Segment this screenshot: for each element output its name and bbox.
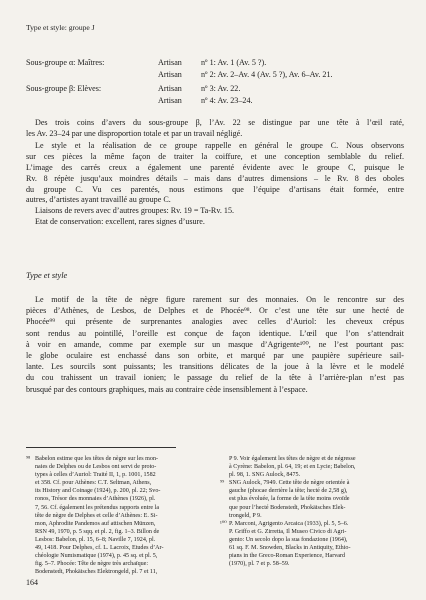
text-line: sont rendus au pointillé, l’oreille est conçue de façon identique. L’œil que l’on s’attendrait <box>26 328 404 338</box>
footnote-line: trongeld, P 9. <box>229 512 262 519</box>
artisan-desc: nº 1: Av. 1 (Av. 5 ?). <box>201 58 267 67</box>
footnote-number: ⁹⁸ <box>26 456 31 462</box>
text-line: à voir en amande, comme par exemple sur un masque d’Agrigente¹⁰⁰, ne l’est pourtant pas: <box>26 339 404 349</box>
footnote-line: est plus évoluée, la forme de la tête moins ovoïde <box>229 496 350 503</box>
footnote-99 <box>220 479 406 519</box>
footnote-100 <box>220 520 406 569</box>
footnote-line: Lesbos: Babelon, pl. 15, 6–8; Naville 7, 1924, pl. <box>35 536 156 543</box>
footnote-line: chéologie Numismatique (1974), p. 45 sq. et pl. 5, <box>35 553 158 560</box>
footnote-line: 61 sq. F. M. Snowden, Blacks in Antiquity, Ethio- <box>229 545 351 552</box>
footnote-line: gauche (phocae derrière la tête; hecté de 2,58 g), <box>229 488 348 495</box>
liaisons-line: Liaisons de revers avec d’autres groupes: Rv. 19 = Ta-Rv. 15. <box>35 206 235 216</box>
footnotes-right <box>220 455 406 568</box>
footnote-line: (1970), pl. 7 et p. 58–59. <box>229 561 290 568</box>
text-line: Rv. 8 répète jusqu’aux moindres détails – mais dans d’autres dimensions – le Rv. 8 des oboles <box>26 173 404 183</box>
subgroup-label: Sous-groupe β: Elèves: <box>26 84 102 93</box>
artisan-desc: nº 4: Av. 23–24. <box>201 96 253 105</box>
footnote-number: ⁹⁹ <box>220 480 225 487</box>
footnotes-left <box>26 455 212 576</box>
footnote-line: 7, 56. Cf. également les prétendus rapports entre la <box>35 504 160 511</box>
footnote-line: P 9. Voir également les têtes de nègre et de négresse <box>229 456 356 462</box>
footnote-line: ronos, Trésor des monnaies d’Athènes (1926), pl. <box>35 496 156 503</box>
footnote-line: pl. 98, 1. SNG Aulock, 8475. <box>229 472 301 479</box>
text-line: Phocée⁹⁹ qui présente de surprenantes analogies avec celles d’Auriol: les cheveux crépus <box>26 317 404 327</box>
artisan-label: Artisan <box>158 96 182 105</box>
paragraph-2 <box>26 141 404 228</box>
text-line: sur ces pièces la même façon de traiter la coiffure, et une conception semblable du relief. <box>26 151 404 161</box>
footnote-line: types à celles d’Auriol: Traité II, 1, p. 1001, 1582 <box>35 472 156 479</box>
footnote-line: P. Griffo et G. Zirretta, Il Museo Civico di Agri- <box>229 528 347 535</box>
text-line: Le style et la réalisation de ce groupe rappelle en général le groupe C. Nous observons <box>35 141 404 150</box>
subgroup-label: Sous-groupe α: Maîtres: <box>26 58 105 67</box>
footnote-line: P. Marconi, Agrigento Arcaica (1933), pl. 5, 5–6. <box>229 520 349 527</box>
footnote-line: et 358. Cf. pour Athènes: C.T. Seltman, Athens, <box>35 480 152 487</box>
footnote-continuation <box>220 455 406 479</box>
text-line: Le motif de la tête de nègre figure rarement sur des monnaies. On le rencontre sur des <box>35 295 404 304</box>
footnote-line: que pour l’hecté Bodenstedt, Phokäisches Elek- <box>229 504 346 511</box>
text-line: autres, d’artistes ayant travaillé au groupe C. <box>26 195 171 205</box>
text-line: le globe oculaire est enchassé dans son orbite, et marqué par une paupière supérieure sail- <box>26 350 404 360</box>
artisan-desc: nº 2: Av. 2–Av. 4 (Av. 5 ?), Av. 6–Av. 21. <box>201 70 333 79</box>
footnote-line: Bodenstedt, Phokäisches Elektrongeld, pl. 7 et 11, <box>35 569 158 576</box>
footnote-line: SNG Aulock, 7949. Cette tête de nègre orientée à <box>229 480 350 487</box>
paragraph-1 <box>26 118 404 140</box>
text-line: pièces d’Athènes, de Lesbos, de Delphes et de Phocée⁹⁸. Or c’est une tête sur une hecté de <box>26 306 404 316</box>
subgroup-beta <box>26 84 406 108</box>
footnote-line: mon, Aphrodite Pandemos auf attischen Münzen, <box>35 520 156 527</box>
section-heading: Type et style: groupe J <box>26 23 95 32</box>
artisan-desc: nº 3: Av. 22. <box>201 84 241 93</box>
section-title: Type et style <box>26 271 68 280</box>
artisan-label: Artisan <box>158 70 182 79</box>
text-line: du cou trahissent un travail ionien; le passage du relief de la tête à l’arrière-plan n’est pas <box>26 373 404 383</box>
text-line: les Av. 23–24 par une disproportion totale et par un travail négligé. <box>26 128 243 138</box>
page-number: 164 <box>26 578 38 587</box>
text-line: brusqué par des contours graphiques, mais au contraire cède insensiblement à l’espace. <box>26 384 308 394</box>
conservation-line: Etat de conservation: excellent, rares signes d’usure. <box>35 217 205 227</box>
artisan-label: Artisan <box>158 58 182 67</box>
footnote-line: Babelon estime que les têtes de nègre sur les mon- <box>35 456 159 462</box>
footnote-line: naies de Delphes ou de Lesbos ont servi de proto- <box>35 464 157 471</box>
artisan-label: Artisan <box>158 84 182 93</box>
footnote-line: 49, 1418. Pour Delphes, cf. L. Lacroix, Etudes d’Ar- <box>35 545 164 552</box>
footnote-line: RSN 49, 1970, p. 5 sqq. et pl. 2, fig. 1–3. Billon de <box>35 528 160 535</box>
subgroup-alpha <box>26 58 406 82</box>
footnote-line: its History and Coinage (1924), p. 200, pl. 22; Svo- <box>35 488 161 495</box>
footnote-line: pians in the Greco-Roman Experience, Harvard <box>229 553 346 560</box>
footnote-line: à Cyrène: Babelon, pl. 64, 19; et en Lycie; Babelon, <box>229 464 356 471</box>
text-line: lante. Les sourcils sont puissants; les transitions délicates de la joue à la lèvre et le modelé <box>26 362 404 372</box>
footnote-line: gento: Un secolo dopo la sua fondazione (1964), <box>229 536 348 543</box>
text-line: du groupe C. Vu ces parentés, nous estimons que l’équipe d’artisans était formée, entre <box>26 184 404 194</box>
text-line: Des trois coins d’avers du sous-groupe β, l’Av. 22 se distingue par une tête à l’œil raté, <box>35 118 404 127</box>
footnote-line: tête de nègre de Delphes et celle d’Athènes: E. Si- <box>35 512 158 519</box>
paragraph-3 <box>26 294 404 395</box>
text-line: L’image des carrés creux a également une parenté évidente avec le groupe C, puisque le <box>26 162 404 172</box>
footnote-number: ¹⁰⁰ <box>220 520 227 527</box>
footnote-divider <box>26 447 176 448</box>
footnote-line: fig. 5–7. Phocée: Tête de nègre très archaïque: <box>35 561 149 568</box>
